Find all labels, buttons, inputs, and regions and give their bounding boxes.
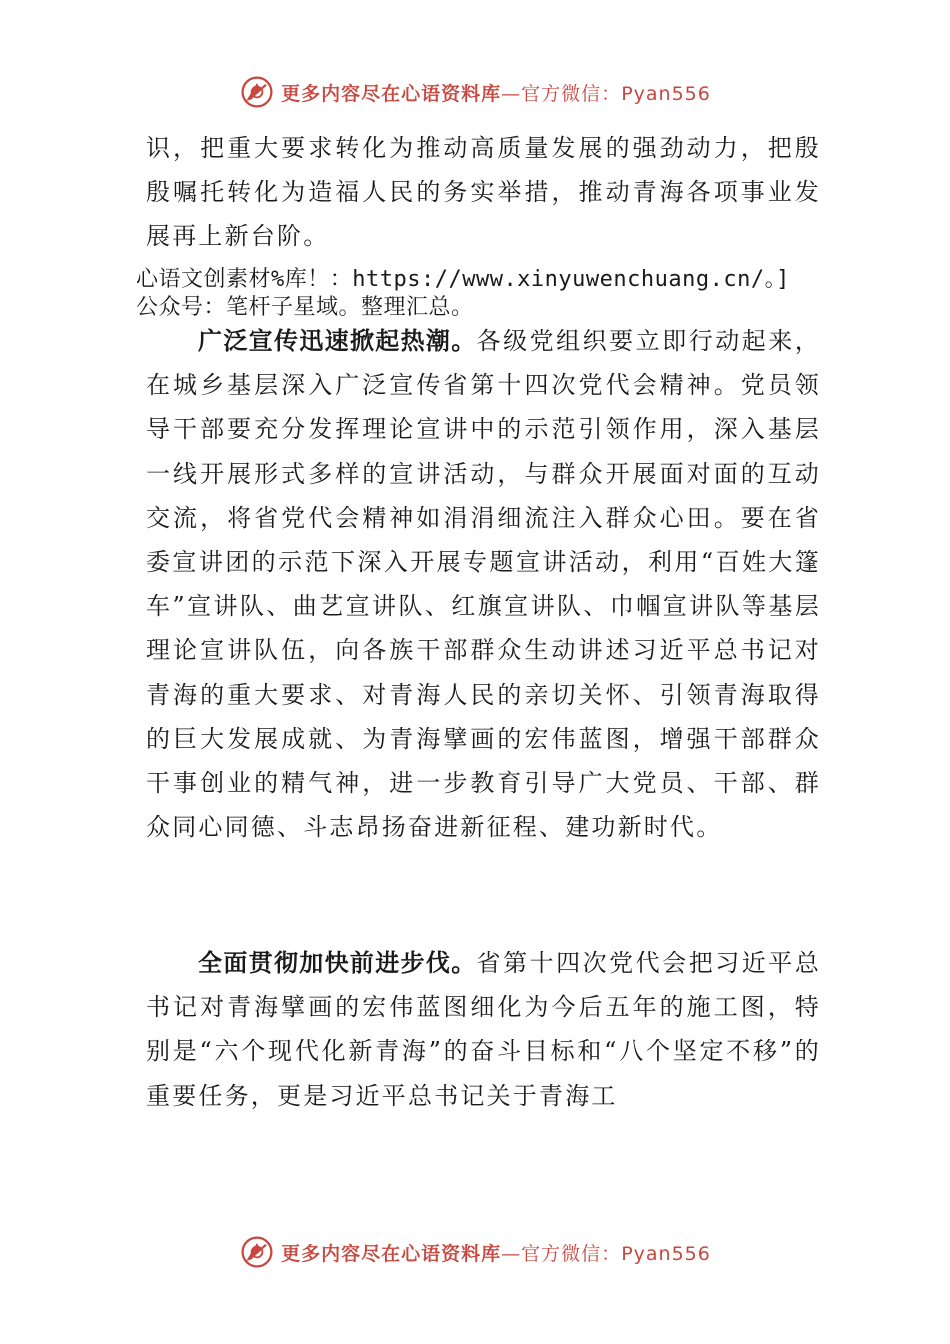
paragraph-3-text: 省第十四次党代会把习近平总书记对青海擘画的宏伟蓝图细化为今后五年的施工图，特别是“六个现代化新青海”的奋斗目标和“八个坚定不移”的重要任务，更是习近平总书记关于青海工	[146, 949, 822, 1110]
paragraph-2-lead: 广泛宣传迅速掀起热潮。	[198, 327, 477, 355]
notice-line-1: 心语文创素材%库！：https://www.xinyuwenchuang.cn/。]	[136, 267, 790, 292]
header-separator: —官方微信：	[501, 82, 622, 105]
header-brand: 更多内容尽在心语资料库	[281, 82, 502, 105]
footer-text	[281, 1239, 711, 1266]
paragraph-2-text: 各级党组织要立即行动起来，在城乡基层深入广泛宣传省第十四次党代会精神。党员领导干部要充分发挥理论宣讲中的示范引领作用，深入基层一线开展形式多样的宣讲活动，与群众开展面对面的互动交流，将省党代会精神如涓涓细流注入群众心田。要在省委宣讲团的示范下深入开展专题宣讲活动，利用“百姓大篷车”宣讲队、曲艺宣讲队、红旗宣讲队、巾帼宣讲队等基层理论宣讲队伍，向各族干部群众生动讲述习近平总书记对青海的重大要求、对青海人民的亲切关怀、引领青海取得的巨大发展成就、为青海擘画的宏伟蓝图，增强干部群众干事创业的精气神，进一步教育引导广大党员、干部、群众同心同德、斗志昂扬奋进新征程、建功新时代。	[146, 327, 822, 842]
header-text	[281, 79, 711, 106]
brand-logo-icon	[239, 1234, 275, 1270]
paragraph-3-lead: 全面贯彻加快前进步伐。	[198, 949, 477, 977]
header-wechat: Pyan556	[621, 82, 711, 105]
footer-wechat: Pyan556	[621, 1242, 711, 1265]
paragraph-3	[146, 941, 821, 1118]
footer-banner	[0, 1232, 950, 1272]
paragraph-1: 识，把重大要求转化为推动高质量发展的强劲动力，把殷殷嘱托转化为造福人民的务实举措，推动青海各项事业发展再上新台阶。	[146, 134, 821, 251]
footer-separator: —官方微信：	[501, 1242, 622, 1265]
footer-brand: 更多内容尽在心语资料库	[281, 1242, 502, 1265]
paragraph-2	[146, 319, 821, 849]
brand-logo-icon	[239, 74, 275, 110]
notice-line-2: 公众号：笔杆子星域。整理汇总。	[136, 295, 474, 320]
header-banner	[0, 72, 950, 112]
